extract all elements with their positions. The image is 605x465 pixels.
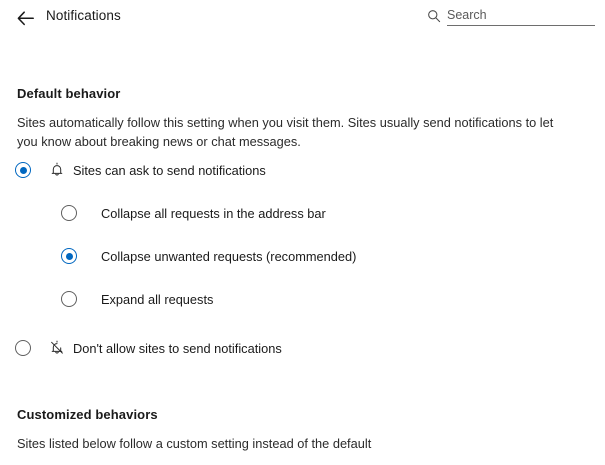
radio-button-sites-can-ask[interactable] <box>15 162 31 178</box>
search-input[interactable] <box>447 6 595 26</box>
radio-row-collapse-unwanted-requests[interactable] <box>61 245 356 267</box>
radio-row-sites-can-ask[interactable] <box>15 159 266 181</box>
search-box <box>427 6 595 28</box>
radio-row-collapse-all-requests[interactable] <box>61 202 326 224</box>
radio-label-collapse-unwanted-requests: Collapse unwanted requests (recommended) <box>101 248 357 264</box>
radio-button-dont-allow[interactable] <box>15 340 31 356</box>
radio-row-expand-all-requests[interactable] <box>61 288 213 310</box>
page-header <box>0 0 605 36</box>
page-title: Notifications <box>46 8 121 23</box>
bell-icon <box>49 162 65 178</box>
bell-slash-icon <box>49 340 65 356</box>
radio-button-collapse-unwanted-requests[interactable] <box>61 248 77 264</box>
search-icon <box>427 9 441 23</box>
default-behavior-description: Sites automatically follow this setting when you visit them. Sites usually send notifications to let you know about breaking news or chat messages. <box>17 115 554 149</box>
default-behavior-heading: Default behavior <box>17 86 121 101</box>
back-arrow-icon <box>17 11 34 26</box>
radio-label-dont-allow: Don't allow sites to send notifications <box>73 340 282 356</box>
radio-button-collapse-all-requests[interactable] <box>61 205 77 221</box>
radio-row-dont-allow[interactable] <box>15 337 282 359</box>
radio-label-collapse-all-requests: Collapse all requests in the address bar <box>101 205 326 221</box>
radio-button-expand-all-requests[interactable] <box>61 291 77 307</box>
radio-label-expand-all-requests: Expand all requests <box>101 291 214 307</box>
radio-label-sites-can-ask: Sites can ask to send notifications <box>73 162 266 178</box>
customized-behaviors-heading: Customized behaviors <box>17 407 158 422</box>
customized-behaviors-description: Sites listed below follow a custom setting instead of the default <box>17 436 372 451</box>
back-button[interactable] <box>12 6 38 30</box>
